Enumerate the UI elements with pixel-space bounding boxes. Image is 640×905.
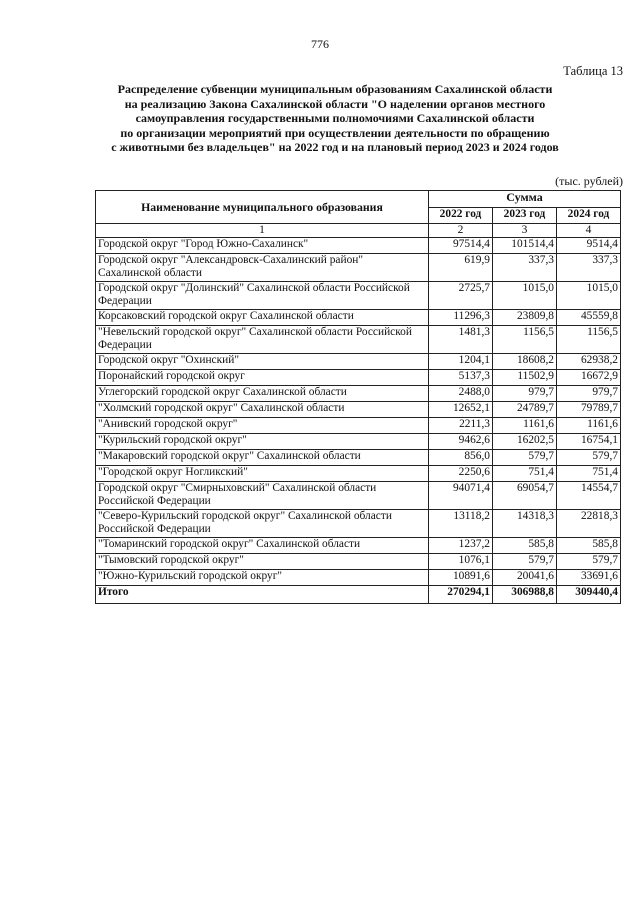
value-2024: 9514,4 bbox=[557, 238, 621, 254]
value-2022: 2211,3 bbox=[429, 418, 493, 434]
title-line: по организации мероприятий при осуществлении деятельности по обращению bbox=[120, 125, 550, 140]
value-2022: 2725,7 bbox=[429, 282, 493, 310]
value-2022: 9462,6 bbox=[429, 434, 493, 450]
table-row bbox=[96, 370, 621, 386]
value-2023: 579,7 bbox=[493, 554, 557, 570]
header-year-2023: 2023 год bbox=[493, 208, 557, 224]
row-name: "Курильский городской округ" bbox=[96, 434, 429, 450]
header-name: Наименование муниципального образования bbox=[96, 191, 429, 224]
row-name: Поронайский городской округ bbox=[96, 370, 429, 386]
table-row bbox=[96, 466, 621, 482]
header-year-2024: 2024 год bbox=[557, 208, 621, 224]
table-row bbox=[96, 554, 621, 570]
table-row bbox=[96, 418, 621, 434]
total-row bbox=[96, 586, 621, 604]
value-2024: 33691,6 bbox=[557, 570, 621, 586]
value-2022: 1204,1 bbox=[429, 354, 493, 370]
table-label: Таблица 13 bbox=[563, 64, 623, 78]
value-2023: 20041,6 bbox=[493, 570, 557, 586]
row-name: Городской округ "Город Южно-Сахалинск" bbox=[96, 238, 429, 254]
column-index: 3 bbox=[493, 224, 557, 238]
value-2022: 11296,3 bbox=[429, 310, 493, 326]
total-label: Итого bbox=[96, 586, 429, 604]
table-row bbox=[96, 238, 621, 254]
header-year-2022: 2022 год bbox=[429, 208, 493, 224]
title-line: Распределение субвенции муниципальным образованиям Сахалинской области bbox=[117, 82, 553, 96]
value-2022: 5137,3 bbox=[429, 370, 493, 386]
table-row bbox=[96, 570, 621, 586]
row-name: "Невельский городской округ" Сахалинской области Российской Федерации bbox=[96, 326, 429, 354]
column-index: 4 bbox=[557, 224, 621, 238]
value-2022: 1076,1 bbox=[429, 554, 493, 570]
total-2023: 306988,8 bbox=[493, 586, 557, 604]
value-2023: 585,8 bbox=[493, 538, 557, 554]
row-name: Углегорский городской округ Сахалинской области bbox=[96, 386, 429, 402]
value-2024: 751,4 bbox=[557, 466, 621, 482]
row-name: "Анивский городской округ" bbox=[96, 418, 429, 434]
row-name: "Макаровский городской округ" Сахалинской области bbox=[96, 450, 429, 466]
value-2022: 856,0 bbox=[429, 450, 493, 466]
table-row bbox=[96, 386, 621, 402]
document-title bbox=[85, 82, 585, 155]
value-2023: 11502,9 bbox=[493, 370, 557, 386]
value-2023: 579,7 bbox=[493, 450, 557, 466]
value-2022: 1237,2 bbox=[429, 538, 493, 554]
value-2024: 579,7 bbox=[557, 554, 621, 570]
value-2024: 45559,8 bbox=[557, 310, 621, 326]
value-2023: 23809,8 bbox=[493, 310, 557, 326]
value-2022: 1481,3 bbox=[429, 326, 493, 354]
value-2022: 2488,0 bbox=[429, 386, 493, 402]
value-2024: 14554,7 bbox=[557, 482, 621, 510]
row-name: "Северо-Курильский городской округ" Сахалинской области Российской Федерации bbox=[96, 510, 429, 538]
value-2024: 337,3 bbox=[557, 254, 621, 282]
title-line: на реализацию Закона Сахалинской области "О наделении органов местного bbox=[124, 96, 546, 111]
table-row bbox=[96, 538, 621, 554]
total-2024: 309440,4 bbox=[557, 586, 621, 604]
value-2024: 62938,2 bbox=[557, 354, 621, 370]
row-name: "Южно-Курильский городской округ" bbox=[96, 570, 429, 586]
value-2022: 97514,4 bbox=[429, 238, 493, 254]
column-index-row bbox=[96, 224, 621, 238]
value-2024: 16754,1 bbox=[557, 434, 621, 450]
table-row bbox=[96, 354, 621, 370]
units-label: (тыс. рублей) bbox=[555, 174, 623, 188]
value-2024: 1161,6 bbox=[557, 418, 621, 434]
subsidy-table bbox=[95, 190, 621, 604]
value-2024: 22818,3 bbox=[557, 510, 621, 538]
row-name: "Городской округ Ногликский" bbox=[96, 466, 429, 482]
value-2023: 101514,4 bbox=[493, 238, 557, 254]
row-name: Корсаковский городской округ Сахалинской области bbox=[96, 310, 429, 326]
title-line: с животными без владельцев" на 2022 год и на плановый период 2023 и 2024 годов bbox=[111, 140, 559, 155]
table-row bbox=[96, 510, 621, 538]
value-2022: 10891,6 bbox=[429, 570, 493, 586]
value-2024: 585,8 bbox=[557, 538, 621, 554]
value-2024: 79789,7 bbox=[557, 402, 621, 418]
value-2023: 1015,0 bbox=[493, 282, 557, 310]
column-index: 1 bbox=[96, 224, 429, 238]
title-line: самоуправления государственными полномочиями Сахалинской области bbox=[135, 111, 535, 126]
value-2023: 16202,5 bbox=[493, 434, 557, 450]
value-2022: 2250,6 bbox=[429, 466, 493, 482]
value-2023: 1156,5 bbox=[493, 326, 557, 354]
table-row bbox=[96, 482, 621, 510]
value-2022: 619,9 bbox=[429, 254, 493, 282]
value-2023: 18608,2 bbox=[493, 354, 557, 370]
total-2022: 270294,1 bbox=[429, 586, 493, 604]
table-row bbox=[96, 254, 621, 282]
table-row bbox=[96, 282, 621, 310]
value-2024: 1156,5 bbox=[557, 326, 621, 354]
table-row bbox=[96, 402, 621, 418]
row-name: Городской округ "Охинский" bbox=[96, 354, 429, 370]
value-2023: 337,3 bbox=[493, 254, 557, 282]
table-row bbox=[96, 450, 621, 466]
value-2022: 13118,2 bbox=[429, 510, 493, 538]
value-2023: 979,7 bbox=[493, 386, 557, 402]
value-2022: 12652,1 bbox=[429, 402, 493, 418]
value-2022: 94071,4 bbox=[429, 482, 493, 510]
column-index: 2 bbox=[429, 224, 493, 238]
value-2024: 579,7 bbox=[557, 450, 621, 466]
table-row bbox=[96, 310, 621, 326]
value-2024: 979,7 bbox=[557, 386, 621, 402]
value-2024: 16672,9 bbox=[557, 370, 621, 386]
header-sum: Сумма bbox=[429, 191, 621, 208]
row-name: "Холмский городской округ" Сахалинской области bbox=[96, 402, 429, 418]
table-row bbox=[96, 326, 621, 354]
row-name: Городской округ "Смирныховский" Сахалинской области Российской Федерации bbox=[96, 482, 429, 510]
row-name: Городской округ "Долинский" Сахалинской области Российской Федерации bbox=[96, 282, 429, 310]
value-2023: 69054,7 bbox=[493, 482, 557, 510]
value-2023: 751,4 bbox=[493, 466, 557, 482]
table-row bbox=[96, 434, 621, 450]
row-name: "Тымовский городской округ" bbox=[96, 554, 429, 570]
value-2023: 1161,6 bbox=[493, 418, 557, 434]
value-2024: 1015,0 bbox=[557, 282, 621, 310]
row-name: "Томаринский городской округ" Сахалинской области bbox=[96, 538, 429, 554]
value-2023: 14318,3 bbox=[493, 510, 557, 538]
value-2023: 24789,7 bbox=[493, 402, 557, 418]
row-name: Городской округ "Александровск-Сахалинский район" Сахалинской области bbox=[96, 254, 429, 282]
page-number: 776 bbox=[311, 37, 329, 51]
